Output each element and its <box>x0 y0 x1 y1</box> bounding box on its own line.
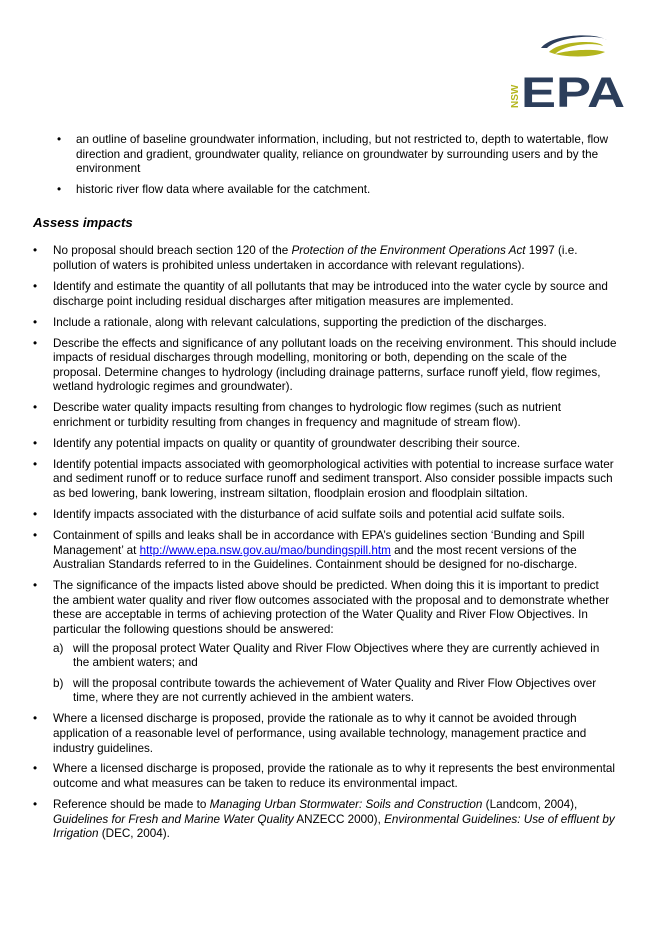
impact-bullet-list <box>33 244 618 841</box>
list-item: • No proposal should breach section 120 of the Protection of the Environment Operations Act 1997 (i.e. pollution of waters is prohibited unless undertaken in accordance with relevant regulations). <box>33 244 618 273</box>
list-item: • Reference should be made to Managing Urban Stormwater: Soils and Construction (Landcom, 2004), Guidelines for Fresh and Marine Water Quality ANZECC 2000), Environmental Guidelines: Use of effluent by Irrigation (DEC, 2004). <box>33 798 618 842</box>
question-list <box>53 642 618 706</box>
list-item: • Describe water quality impacts resulting from changes to hydrologic flow regimes (such as nutrient enrichment or turbidity resulting from changes in frequency and magnitude of stream flow). <box>33 401 618 430</box>
list-item: a) will the proposal protect Water Quality and River Flow Objectives where they are currently achieved in the ambient waters; and <box>53 641 600 670</box>
list-item: • Identify any potential impacts on quality or quantity of groundwater describing their source. <box>33 437 618 452</box>
list-item: • Identify impacts associated with the disturbance of acid sulfate soils and potential acid sulfate soils. <box>33 508 618 523</box>
list-item: b) will the proposal contribute towards the achievement of Water Quality and River Flow Objectives over time, where they are not currently achieved in the ambient waters. <box>53 676 597 705</box>
logo-swoosh-navy <box>541 35 607 48</box>
list-item: • Where a licensed discharge is proposed, provide the rationale as to why it cannot be avoided through application of a reasonable level of performance, using available technology, management practice and industry guidelines. <box>33 712 618 756</box>
nsw-epa-logo <box>503 32 628 112</box>
list-item: • Identify potential impacts associated with geomorphological activities with potential to increase surface water and sediment runoff or to reduce surface runoff and sediment transport. Also consider possible impacts such as bed lowering, bank lowering, instream siltation, floodplain erosion and floodplain siltation. <box>33 458 618 502</box>
list-item: • historic river flow data where available for the catchment. <box>33 183 618 198</box>
list-item: • Describe the effects and significance of any pollutant loads on the receiving environment. This should include impacts of residual discharges through modelling, monitoring or both, depending on the scale of the proposal. Determine changes to hydrology (including drainage patterns, surface runoff yield, flow regimes, wetland hydrologic regimes and groundwater). <box>33 337 618 395</box>
document-body <box>33 133 618 848</box>
intro-bullet-list <box>33 133 618 197</box>
list-item: • Where a licensed discharge is proposed, provide the rationale as to why it represents the best environmental outcome and what measures can be taken to reduce its environmental impact. <box>33 762 618 791</box>
list-item: • Identify and estimate the quantity of all pollutants that may be introduced into the water cycle by source and discharge point including residual discharges after mitigation measures are implemented. <box>33 280 618 309</box>
list-item: • The significance of the impacts listed above should be predicted. When doing this it is important to predict the ambient water quality and river flow outcomes associated with the proposal and to demonstrate whether these are acceptable in terms of achieving protection of the Water Quality and River Flow Objectives. In particular the following questions should be answered: a) will the proposal protect Water Quality and River Flow Objectives where they are currently achieved in the ambient waters; and b) will the proposal contribute towards the achievement of Water Quality and River Flow Objectives over time, where they are not currently achieved in the ambient waters. <box>33 579 618 706</box>
logo-swoosh-olive <box>549 42 605 56</box>
logo-nsw-text: NSW <box>510 84 521 108</box>
bunding-spill-link[interactable]: http://www.epa.nsw.gov.au/mao/bundingspill.htm <box>139 543 391 557</box>
list-item: • Containment of spills and leaks shall be in accordance with EPA’s guidelines section ‘Bunding and Spill Management’ at http://www.epa.nsw.gov.au/mao/bundingspill.htm and the most recent versions of the Australian Standards referred to in the Guidelines. Containment should be designed for no-discharge. <box>33 529 618 573</box>
list-item: • an outline of baseline groundwater information, including, but not restricted to, depth to watertable, flow direction and gradient, groundwater quality, reliance on groundwater by surrounding users and by the environment <box>33 133 618 177</box>
list-item: • Include a rationale, along with relevant calculations, supporting the prediction of the discharges. <box>33 316 618 331</box>
logo-epa-text: EPA <box>521 69 625 112</box>
section-heading: Assess impacts <box>33 215 133 231</box>
